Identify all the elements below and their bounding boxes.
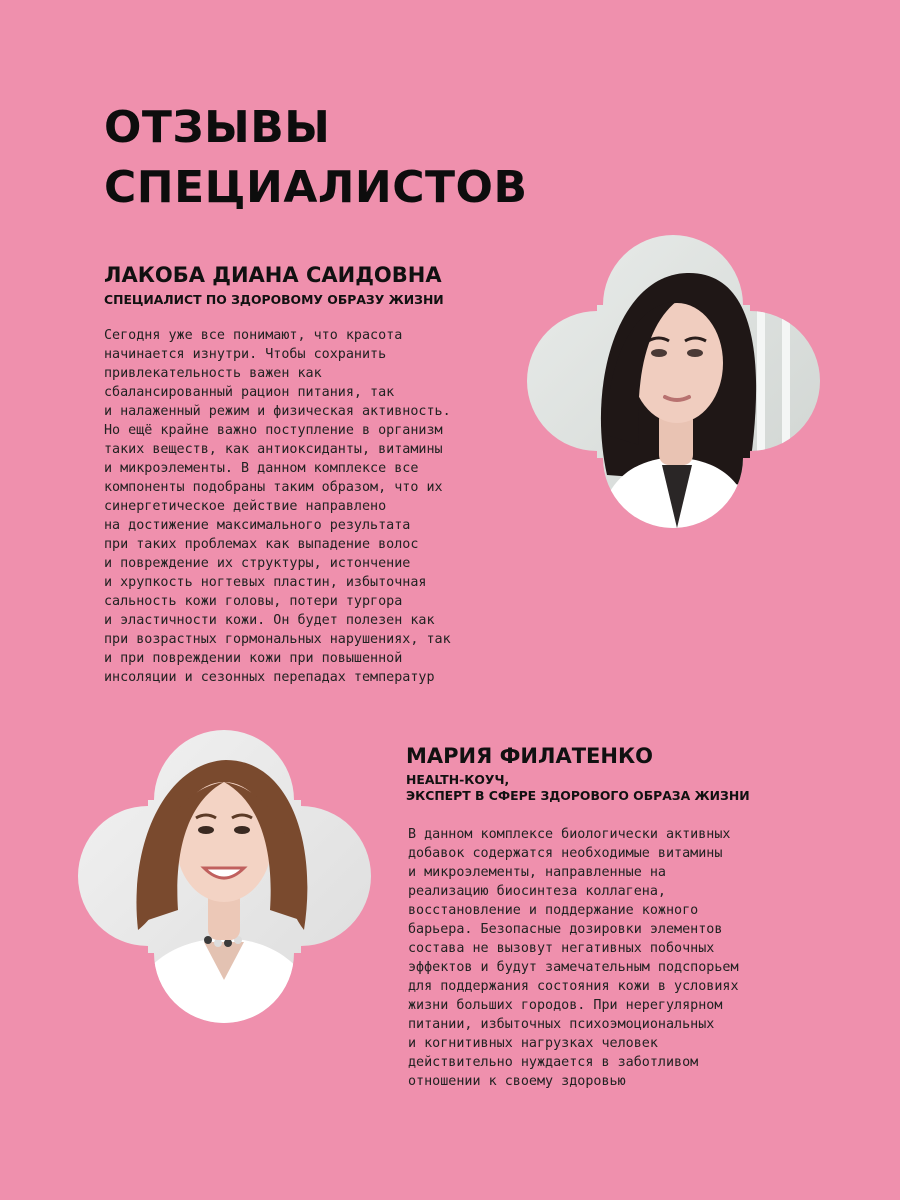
testimonial-line: состава не вызовут негативных побочных — [408, 941, 715, 956]
testimonial-line: реализацию биосинтеза коллагена, — [408, 884, 666, 899]
expert-testimonial — [408, 825, 739, 1091]
testimonial-line: при возрастных гормональных нарушениях, так — [104, 632, 451, 647]
expert-role — [104, 292, 444, 308]
expert-name: ЛАКОБА ДИАНА САИДОВНА — [104, 263, 442, 287]
testimonial-line: и когнитивных нагрузках человек — [408, 1036, 658, 1051]
testimonial-line: эффектов и будут замечательным подспорьем — [408, 960, 739, 975]
expert-role-line: HEALTH-КОУЧ, — [406, 772, 510, 787]
testimonial-line: и микроэлементы. В данном комплексе все — [104, 461, 419, 476]
testimonial-line: отношении к своему здоровью — [408, 1074, 626, 1089]
testimonial-line: при таких проблемах как выпадение волос — [104, 537, 419, 552]
expert-role-line: ЭКСПЕРТ В СФЕРЕ ЗДОРОВОГО ОБРАЗА ЖИЗНИ — [406, 788, 750, 803]
expert-photo — [78, 730, 371, 1023]
page-title-line: ОТЗЫВЫ — [104, 102, 331, 153]
testimonial-line: сбалансированный рацион питания, так — [104, 385, 395, 400]
expert-photo — [527, 235, 820, 528]
testimonial-line: компоненты подобраны таким образом, что их — [104, 480, 443, 495]
testimonial-line: жизни больших городов. При нерегулярном — [408, 998, 723, 1013]
testimonial-line: действительно нуждается в заботливом — [408, 1055, 699, 1070]
testimonial-line: инсоляции и сезонных перепадах температур — [104, 670, 435, 685]
testimonial-line: и при повреждении кожи при повышенной — [104, 651, 403, 666]
testimonial-line: для поддержания состояния кожи в условиях — [408, 979, 739, 994]
testimonial-line: Сегодня уже все понимают, что красота — [104, 328, 403, 343]
testimonial-line: питании, избыточных психоэмоциональных — [408, 1017, 715, 1032]
expert-name: МАРИЯ ФИЛАТЕНКО — [406, 744, 653, 768]
testimonial-line: и хрупкость ногтевых пластин, избыточная — [104, 575, 427, 590]
testimonial-line: и микроэлементы, направленные на — [408, 865, 666, 880]
testimonial-line: привлекательность важен как — [104, 366, 322, 381]
testimonial-line: Но ещё крайне важно поступление в организм — [104, 423, 443, 438]
testimonial-line: восстановление и поддержание кожного — [408, 903, 699, 918]
testimonial-line: сальность кожи головы, потери тургора — [104, 594, 403, 609]
page-title-line: СПЕЦИАЛИСТОВ — [104, 162, 528, 213]
expert-testimonial — [104, 326, 451, 687]
testimonial-line: синергетическое действие направлено — [104, 499, 387, 514]
testimonial-line: начинается изнутри. Чтобы сохранить — [104, 347, 387, 362]
testimonial-line: и повреждение их структуры, истончение — [104, 556, 411, 571]
testimonial-line: и налаженный режим и физическая активность. — [104, 404, 451, 419]
expert-role — [406, 772, 750, 804]
testimonial-line: В данном комплексе биологически активных — [408, 827, 731, 842]
testimonial-line: на достижение максимального результата — [104, 518, 411, 533]
page-title — [104, 98, 527, 218]
testimonial-line: и эластичности кожи. Он будет полезен как — [104, 613, 435, 628]
expert-role-line: СПЕЦИАЛИСТ ПО ЗДОРОВОМУ ОБРАЗУ ЖИЗНИ — [104, 292, 444, 307]
testimonial-line: таких веществ, как антиоксиданты, витамины — [104, 442, 443, 457]
testimonial-line: добавок содержатся необходимые витамины — [408, 846, 723, 861]
testimonial-line: барьера. Безопасные дозировки элементов — [408, 922, 723, 937]
